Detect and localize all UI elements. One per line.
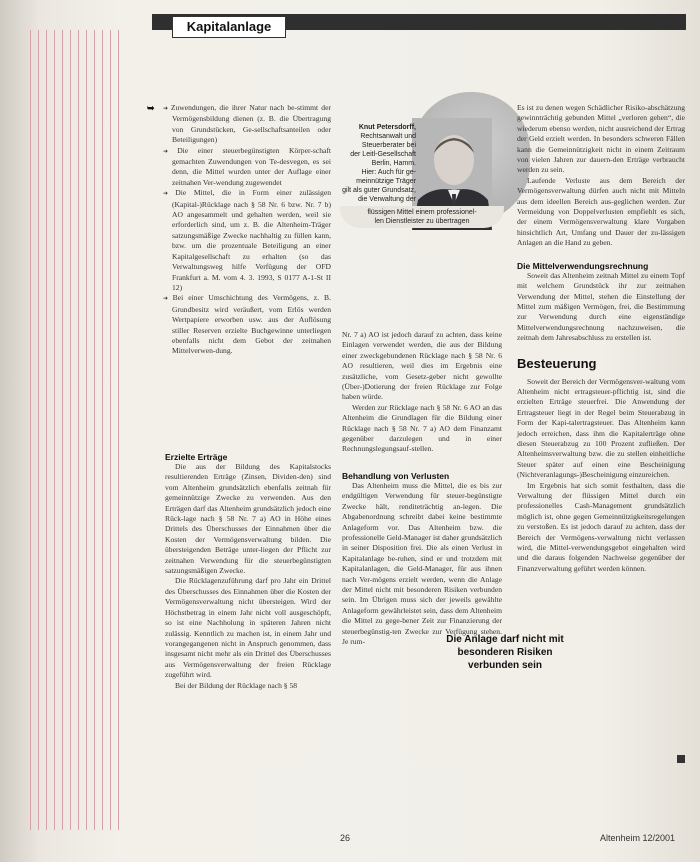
paragraph: Die aus der Bildung des Kapitalstocks resultierenden Erträge (Zinsen, Dividen-den) sind vom Altenheim grundsätzlich ebenfalls zeitnah für gemeinnützige Zwecke zu verwenden. Aus den Erträgen darf das Altenheim grundsätzlich jedoch eine Rück-lage nach § 58 Nr. 7 a) AO in Höhe eines Drittels des Überschusses der Einnahmen über die Kosten der Vermögensverwaltung bilden. Die übersteigenden Beträge unter-liegen der Pflicht zur zeitnahen Verwendung für die steuerbegünstigten satzungsmäßigen Zwecke.	[165, 462, 331, 576]
column-2	[342, 330, 502, 647]
caption-name: Knut Petersdorff,	[358, 124, 416, 131]
column-1-lower	[165, 452, 331, 691]
paragraph: Im Ergebnis hat sich somit festhalten, dass die Verwaltung der flüssigen Mittel durch ein professionelles Cash-Management grundsätzlich möglich ist, ohne gegen Gemeinnützigkeitsregelungen zu verstoßen. Es ist jedoch darauf zu achten, dass der Bereich der Vermögens-verwaltung nicht verlassen wird, die Mittel-verwendungsgebot eingehalten wird und die daraus folgenden Nachweise gegenüber der Finanzverwaltung geführt werden können.	[517, 480, 685, 573]
bullet-item: ➜ Die Mittel, die in Form einer zulässigen (Kapital-)Rücklage nach § 58 Nr. 6 bzw. Nr. 7 b) AO angesammelt und gehalten werden, weil sie erforderlich sind, um z. B. die Altenheim-Träger satzungsmäßige Zwecke nachhaltig zu füllen kann, bzw. um die prozentuale Beteiligung an einer Kapitalgesellschaft zu erhalten (so das Verwaltungsweg hilfe Verfügung der OFD Frankfurt a. M. vom 4. 3. 1993, S 0177 A-1-St II 12)	[163, 188, 331, 293]
paragraph: Nr. 7 a) AO ist jedoch darauf zu achten, dass keine Einlagen verwendet werden, die aus der Bildung einer zweckgebundenen Rücklage nach § 58 Nr. 6 AO resultieren, weil dies im Ergebnis eine zusätzliche, vom Gesetz-geber nicht gewollte (Über-)Dotierung der freien Rücklage zur Folge haben würde.	[342, 330, 502, 402]
page-number: 26	[340, 833, 351, 843]
paragraph: Die Rücklagenzuführung darf pro Jahr ein Drittel des Überschusses des Einnahmen über die Kosten der Vermögensverwaltung nicht übersteigen. Wird der Höchstbetrag in einem Jahr nicht voll ausgeschöpft, so ist eine Nachholung in späteren Jahren nicht zulässig. Kenntlich zu machen ist, in einem Jahr und vorangegangenen nicht in Anspruch genommen, dass insgesamt nicht mehr als ein Drittel des Überschusses aus Vermögensverwaltung der freien Rücklage zugeführt wird.	[165, 576, 331, 680]
end-square	[677, 755, 685, 763]
caption-line: meinnützige Träger	[356, 178, 416, 185]
journal-info: Altenheim 12/2001	[600, 833, 676, 843]
paragraph: Bei der Bildung der Rücklage nach § 58	[175, 680, 298, 690]
pull-quote: Die Anlage darf nicht mit besonderen Risiken verbunden sein	[446, 634, 564, 671]
caption-line: Steuerberater bei	[361, 142, 416, 149]
paragraph: Laufende Verluste aus dem Bereich der Vermögensverwaltung dürfen auch nicht mit Mitteln aus dem ideellen Bereich aus-geglichen werden. Zur Vermeidung von Doppelverlusten empfiehlt es sich, der einem Vermögensverwaltung klare Vorgaben hinsichtlich Art, Umfang und Dauer der zu-lässigen Anlagen an die Hand zu geben.	[517, 175, 685, 248]
photo-caption	[340, 123, 416, 204]
page-stack-edges	[0, 30, 125, 830]
paragraph: Soweit das Altenheim zeitnah Mittel zu einem Topf mit welchem Grundstück ihr zur zeitnahen Verwendung der Mittel, stehen die Einstellung der Mittel zum mäßigen Vermögen, frei, die Bestimmung zur Verwendung durch eine eigenständige Mittelverwendungsrechnung nachzuweisen, die zeitnah dem Jahresabschluss zu erstellen ist.	[517, 270, 685, 343]
caption-line: Rechtsanwalt und	[360, 133, 416, 140]
section-title: Kapitalanlage	[172, 16, 286, 38]
paragraph: Das Altenheim muss die Mittel, die es bis zur endgültigen Verwendung für steuer-begünstigte Zwecke hält, renditeträchtig an-legen. Die Abgabenordnung schreibt dabei keine bestimmte Anlageform vor. Das Altenheim bzw. die professionelle Geld-Manager ist daher grundsätzlich in seiner Disposition frei. Die als einen Verlust in Kapitalanlage be-ruhen, sind er und trotzdem mit Kapitalanlagen, die Geld-Manager, für aus ihnen nach Ver-mögens erzielt werden, wenn die Anlage der Mittel nicht mit besonderen Risiken verbunden sein. Im Übrigen muss sich der jeweils gewählte Anlageform gewährleistet sein, dass dem Altenheim die Mittel zu gege-bener Zeit zur Finanzierung der steuerbegünstig-ten Zwecke zur Verfügung stehen. Je rum-	[342, 480, 502, 646]
bullet-item: ➜ Bei einer Umschichtung des Vermögens, z. B. Grundbesitz wird veräußert, vom Erlös werden Wertpapiere erworben usw. aus der Auflösung stiller Reserven erzielte Buchgewinne unterliegen ebenfalls nicht dem Gebot der zeitnahen Mittelverwen-dung.	[163, 293, 331, 356]
caption-line: der Leitl-Gesellschaft	[350, 151, 416, 158]
caption-line: gilt als guter Grundsatz,	[342, 187, 416, 194]
paragraph: Werden zur Rücklage nach § 58 Nr. 6 AO an das Altenheim die Grundlagen für die Bildung einer Rücklage nach § 58 Nr. 7 a) AO dem Finanzamt gegenüber darzulegen und in einer Rechnungslegungsauf-stellen.	[342, 402, 502, 454]
section-heading: Erzielte Erträge	[165, 452, 228, 462]
continuation-marker: ➥	[147, 103, 155, 113]
column-1	[163, 103, 331, 357]
paragraph: Soweit der Bereich der Vermögensver-waltung vom Altenheim nicht ertragsteuer-pflichtig ist, sind die erzielten Erträge steuerfrei. Die Anwendung der Ertragsteuer liegt in der Regel beim Steuerabzug in Form der Kapi-talertragsteuer. Das Altenheim kann jedoch erreichen, dass ihm die Kapitalerträge ohne diesen Steuerabzug zu 100 Prozent zufließen. Der Altenheimsverwaltung bzw. die zu stellen einheitliche Steuer später auf einen eine Bescheinigung (Nichtveranlagungs-)Bescheinigung einzureichen.	[517, 376, 685, 480]
bullet-item: ➜ Zuwendungen, die ihrer Natur nach be-stimmt der Vermögensbildung dienen (z. B. die Übertragung von Grundstücken, Ge-sellschaftsanteilen oder Beteiligungen)	[163, 103, 331, 146]
section-heading: Behandlung von Verlusten	[342, 470, 450, 481]
caption-line: flüssigen Mittel einem professionel-	[367, 209, 477, 216]
paragraph: Es ist zu denen wegen Schädlicher Risiko-abschätzung gewinnträchtig gebunden Mittel „verloren gehen“, die wiederum ebenso werden, nicht ausreichend der Ertrag der Geld erzielt werden. In besonders schweren Fällen kann die Gemeinnützigkeit nicht in einem Zeitraum von vielen Jahren zur dauern-den Erträge verbraucht werden zu sein.	[517, 103, 685, 175]
section-heading: Die Mittelverwendungsrechnung	[517, 260, 649, 271]
caption-line: Hier: Auch für ge-	[361, 169, 416, 176]
caption-box	[340, 206, 504, 228]
column-3	[517, 103, 685, 574]
caption-line: Berlin, Hamm.	[371, 160, 416, 167]
bullet-item: ➜ Die einer steuerbegünstigten Körper-schaft gemachten Zuwendungen von Te-desvegen, es sei denn, die Mittel wurden unter der Auflage einer zeitnahen Ver-wendung zugewendet	[163, 146, 331, 189]
caption-line: len Dienstleister zu übertragen	[374, 218, 470, 225]
section-heading-large: Besteuerung	[517, 355, 597, 371]
caption-line: die Verwaltung der	[358, 196, 416, 203]
